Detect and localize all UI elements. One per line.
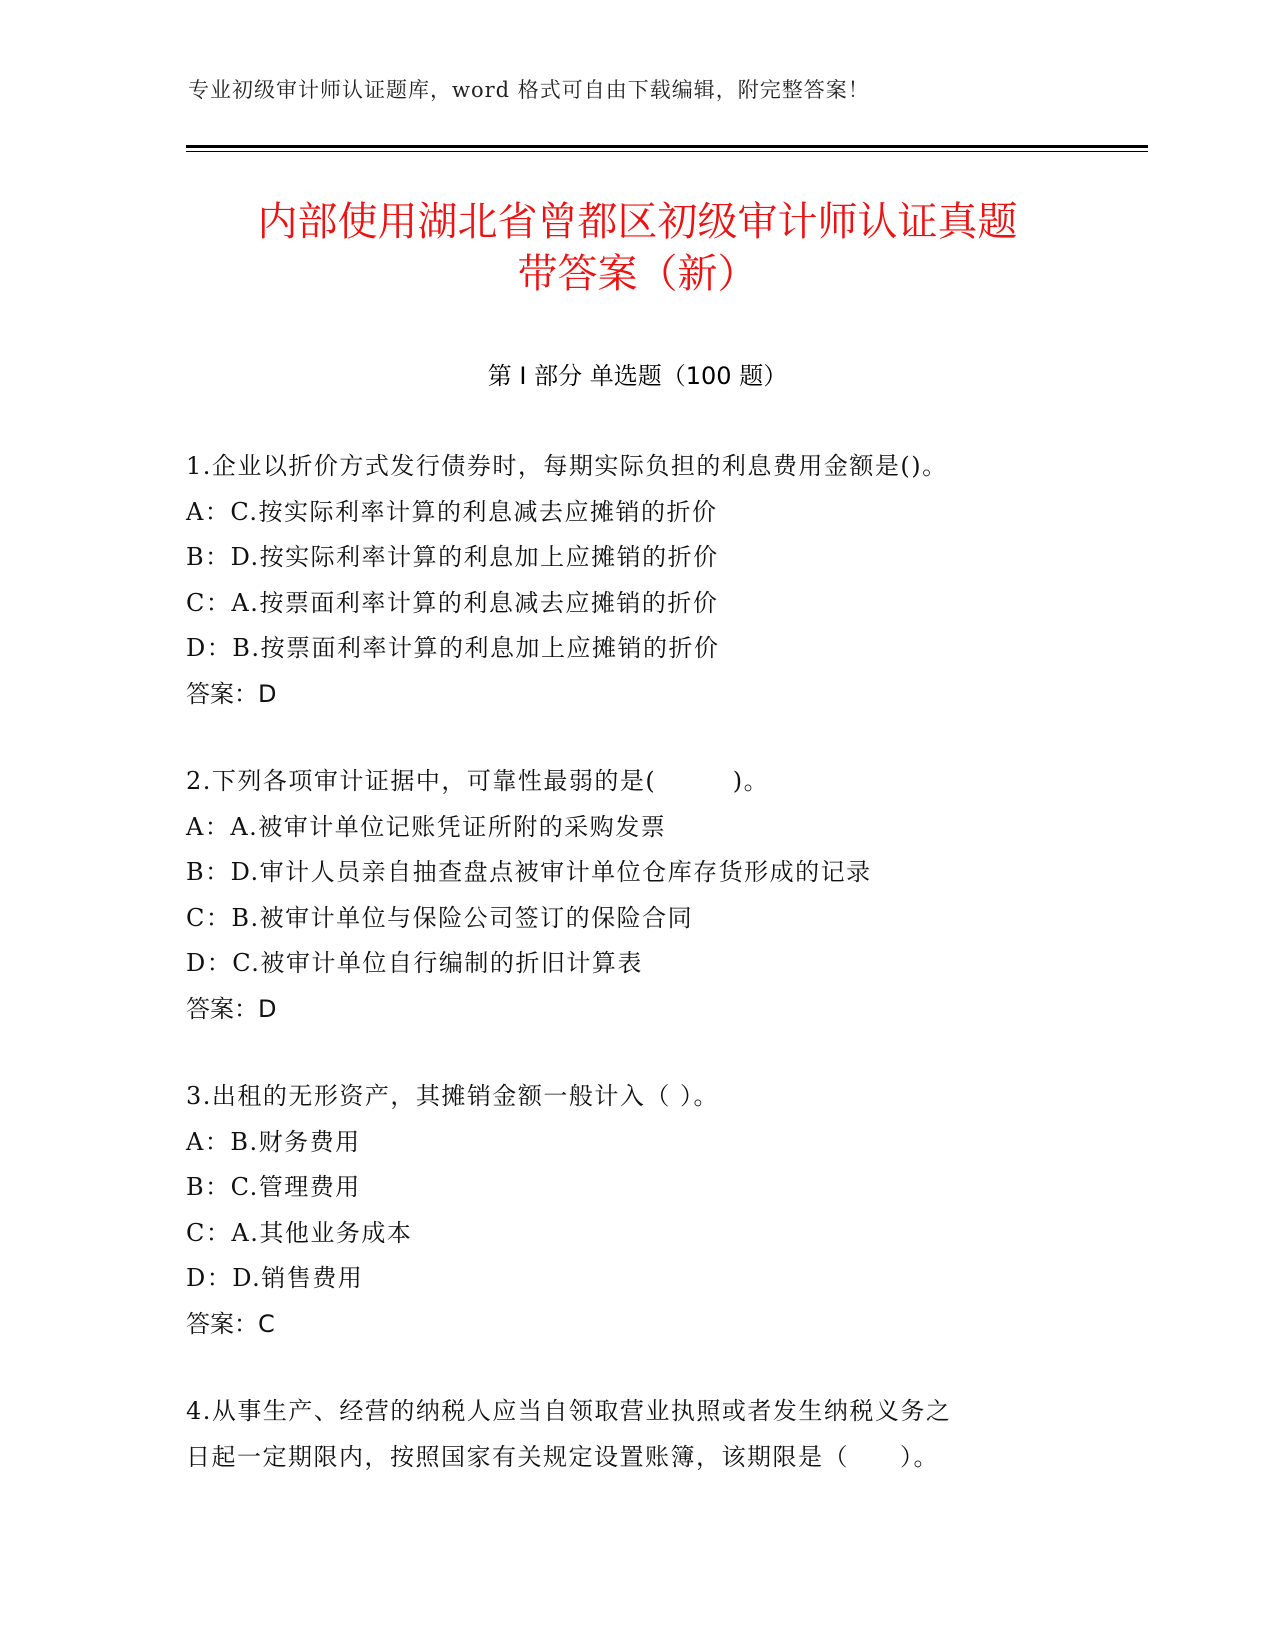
question-stem: 3.出租的无形资产，其摊销金额一般计入（ ）。 [186,1082,720,1110]
question-stem: 1.企业以折价方式发行债券时，每期实际负担的利息费用金额是()。 [186,452,948,480]
option-c: C：B.被审计单位与保险公司签订的保险合同 [186,903,694,932]
question-stem: 2.下列各项审计证据中，可靠性最弱的是( )。 [186,767,770,795]
question-2 [186,759,1086,1032]
option-b: B：D.审计人员亲自抽查盘点被审计单位仓库存货形成的记录 [186,858,872,886]
option-d: D：D.销售费用 [186,1264,364,1292]
answer: 答案：D [186,994,277,1023]
question-4 [186,1389,1086,1480]
question-stem-line-1: 4.从事生产、经营的纳税人应当自领取营业执照或者发生纳税义务之 [186,1397,952,1425]
question-list [186,444,1086,1522]
answer: 答案：C [186,1309,275,1338]
question-3 [186,1074,1086,1347]
section-heading: 第 I 部分 单选题（100 题） [487,362,788,390]
option-b: B：C.管理费用 [186,1173,361,1201]
document-title [100,196,1175,300]
document-title-line-1: 内部使用湖北省曾都区初级审计师认证真题 [257,199,1018,245]
page-header: 专业初级审计师认证题库，word 格式可自由下载编辑，附完整答案！ [188,78,870,102]
option-a: A：B.财务费用 [186,1127,361,1156]
header-divider-thick [186,145,1148,148]
document-title-line-2: 带答案（新） [517,251,758,297]
option-a: A：A.被审计单位记账凭证所附的采购发票 [186,812,667,841]
option-d: D：C.被审计单位自行编制的折旧计算表 [186,949,643,977]
option-c: C：A.按票面利率计算的利息减去应摊销的折价 [186,588,719,617]
question-1 [186,444,1086,717]
question-stem-line-2: 日起一定期限内，按照国家有关规定设置账簿，该期限是（ ）。 [186,1442,939,1471]
option-c: C：A.其他业务成本 [186,1218,413,1247]
option-d: D：B.按票面利率计算的利息加上应摊销的折价 [186,634,720,662]
header-divider-thin [186,151,1148,152]
option-a: A：C.按实际利率计算的利息减去应摊销的折价 [186,497,718,526]
answer: 答案：D [186,679,277,708]
option-b: B：D.按实际利率计算的利息加上应摊销的折价 [186,543,719,571]
